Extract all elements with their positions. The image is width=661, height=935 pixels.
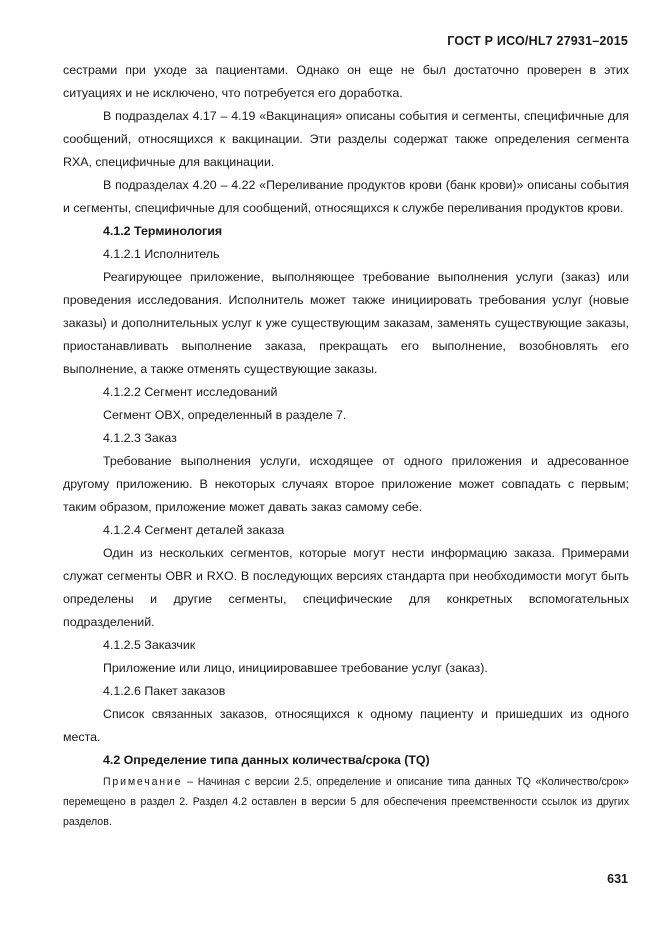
document-body	[63, 59, 629, 832]
note-paragraph	[63, 772, 629, 832]
document-header: ГОСТ Р ИСО/HL7 27931–2015	[447, 34, 628, 48]
term-definition-observation-segment: Сегмент OBX, определенный в разделе 7.	[103, 408, 347, 422]
page-number: 631	[607, 872, 628, 886]
note-text: – Начиная с версии 2.5, определение и описание типа данных TQ «Количество/срок» перемещено в раздел 2. Раздел 4.2 оставлен в версии 5 для обеспечения преемственности ссылок из других разделов.	[63, 776, 629, 828]
term-heading-placer: 4.1.2.5 Заказчик	[103, 638, 196, 652]
term-heading-performer: 4.1.2.1 Исполнитель	[103, 247, 220, 261]
term-definition-order-group: Список связанных заказов, относящихся к одному пациенту и пришедших из одного места.	[63, 707, 629, 744]
term-heading-order-detail-segment: 4.1.2.4 Сегмент деталей заказа	[103, 523, 285, 537]
paragraph-blood-bank: В подразделах 4.20 – 4.22 «Переливание продуктов крови (банк крови)» описаны события и сегменты, специфичные для сообщений, относящихся к службе переливания продуктов крови.	[63, 178, 629, 215]
term-heading-order: 4.1.2.3 Заказ	[103, 431, 177, 445]
section-heading-terminology: 4.1.2 Терминология	[103, 224, 223, 238]
term-definition-order: Требование выполнения услуги, исходящее от одного приложения и адресованное другому приложению. В некоторых случаях второе приложение может совпадать с первым; таким образом, приложение может давать заказ самому себе.	[63, 454, 629, 514]
term-definition-placer: Приложение или лицо, инициировавшее требование услуг (заказ).	[103, 661, 488, 675]
section-heading-tq-datatype: 4.2 Определение типа данных количества/срока (TQ)	[103, 753, 430, 767]
term-definition-order-detail-segment: Один из нескольких сегментов, которые могут нести информацию заказа. Примерами служат сегменты OBR и RXO. В последующих версиях стандарта при необходимости могут быть определены и другие сегменты, специфические для конкретных вспомогательных подразделений.	[63, 546, 629, 629]
paragraph-continuation: сестрами при уходе за пациентами. Однако он еще не был достаточно проверен в этих ситуациях и не исключено, что потребуется его доработка.	[63, 63, 629, 100]
note-label: Примечание	[103, 776, 183, 788]
term-heading-order-group: 4.1.2.6 Пакет заказов	[103, 684, 226, 698]
term-definition-performer: Реагирующее приложение, выполняющее требование выполнения услуги (заказ) или проведения исследования. Исполнитель может также инициировать требования услуг (новые заказы) и дополнительных услуг к уже существующим заказам, заменять существующие заказы, приостанавливать выполнение заказа, прекращать его выполнение, возобновлять его выполнение, а также отменять существующие заказы.	[63, 270, 629, 376]
term-heading-observation-segment: 4.1.2.2 Сегмент исследований	[103, 385, 278, 399]
paragraph-vaccination: В подразделах 4.17 – 4.19 «Вакцинация» описаны события и сегменты, специфичные для сообщений, относящихся к вакцинации. Эти разделы содержат также определения сегмента RXA, специфичные для вакцинации.	[63, 109, 629, 169]
